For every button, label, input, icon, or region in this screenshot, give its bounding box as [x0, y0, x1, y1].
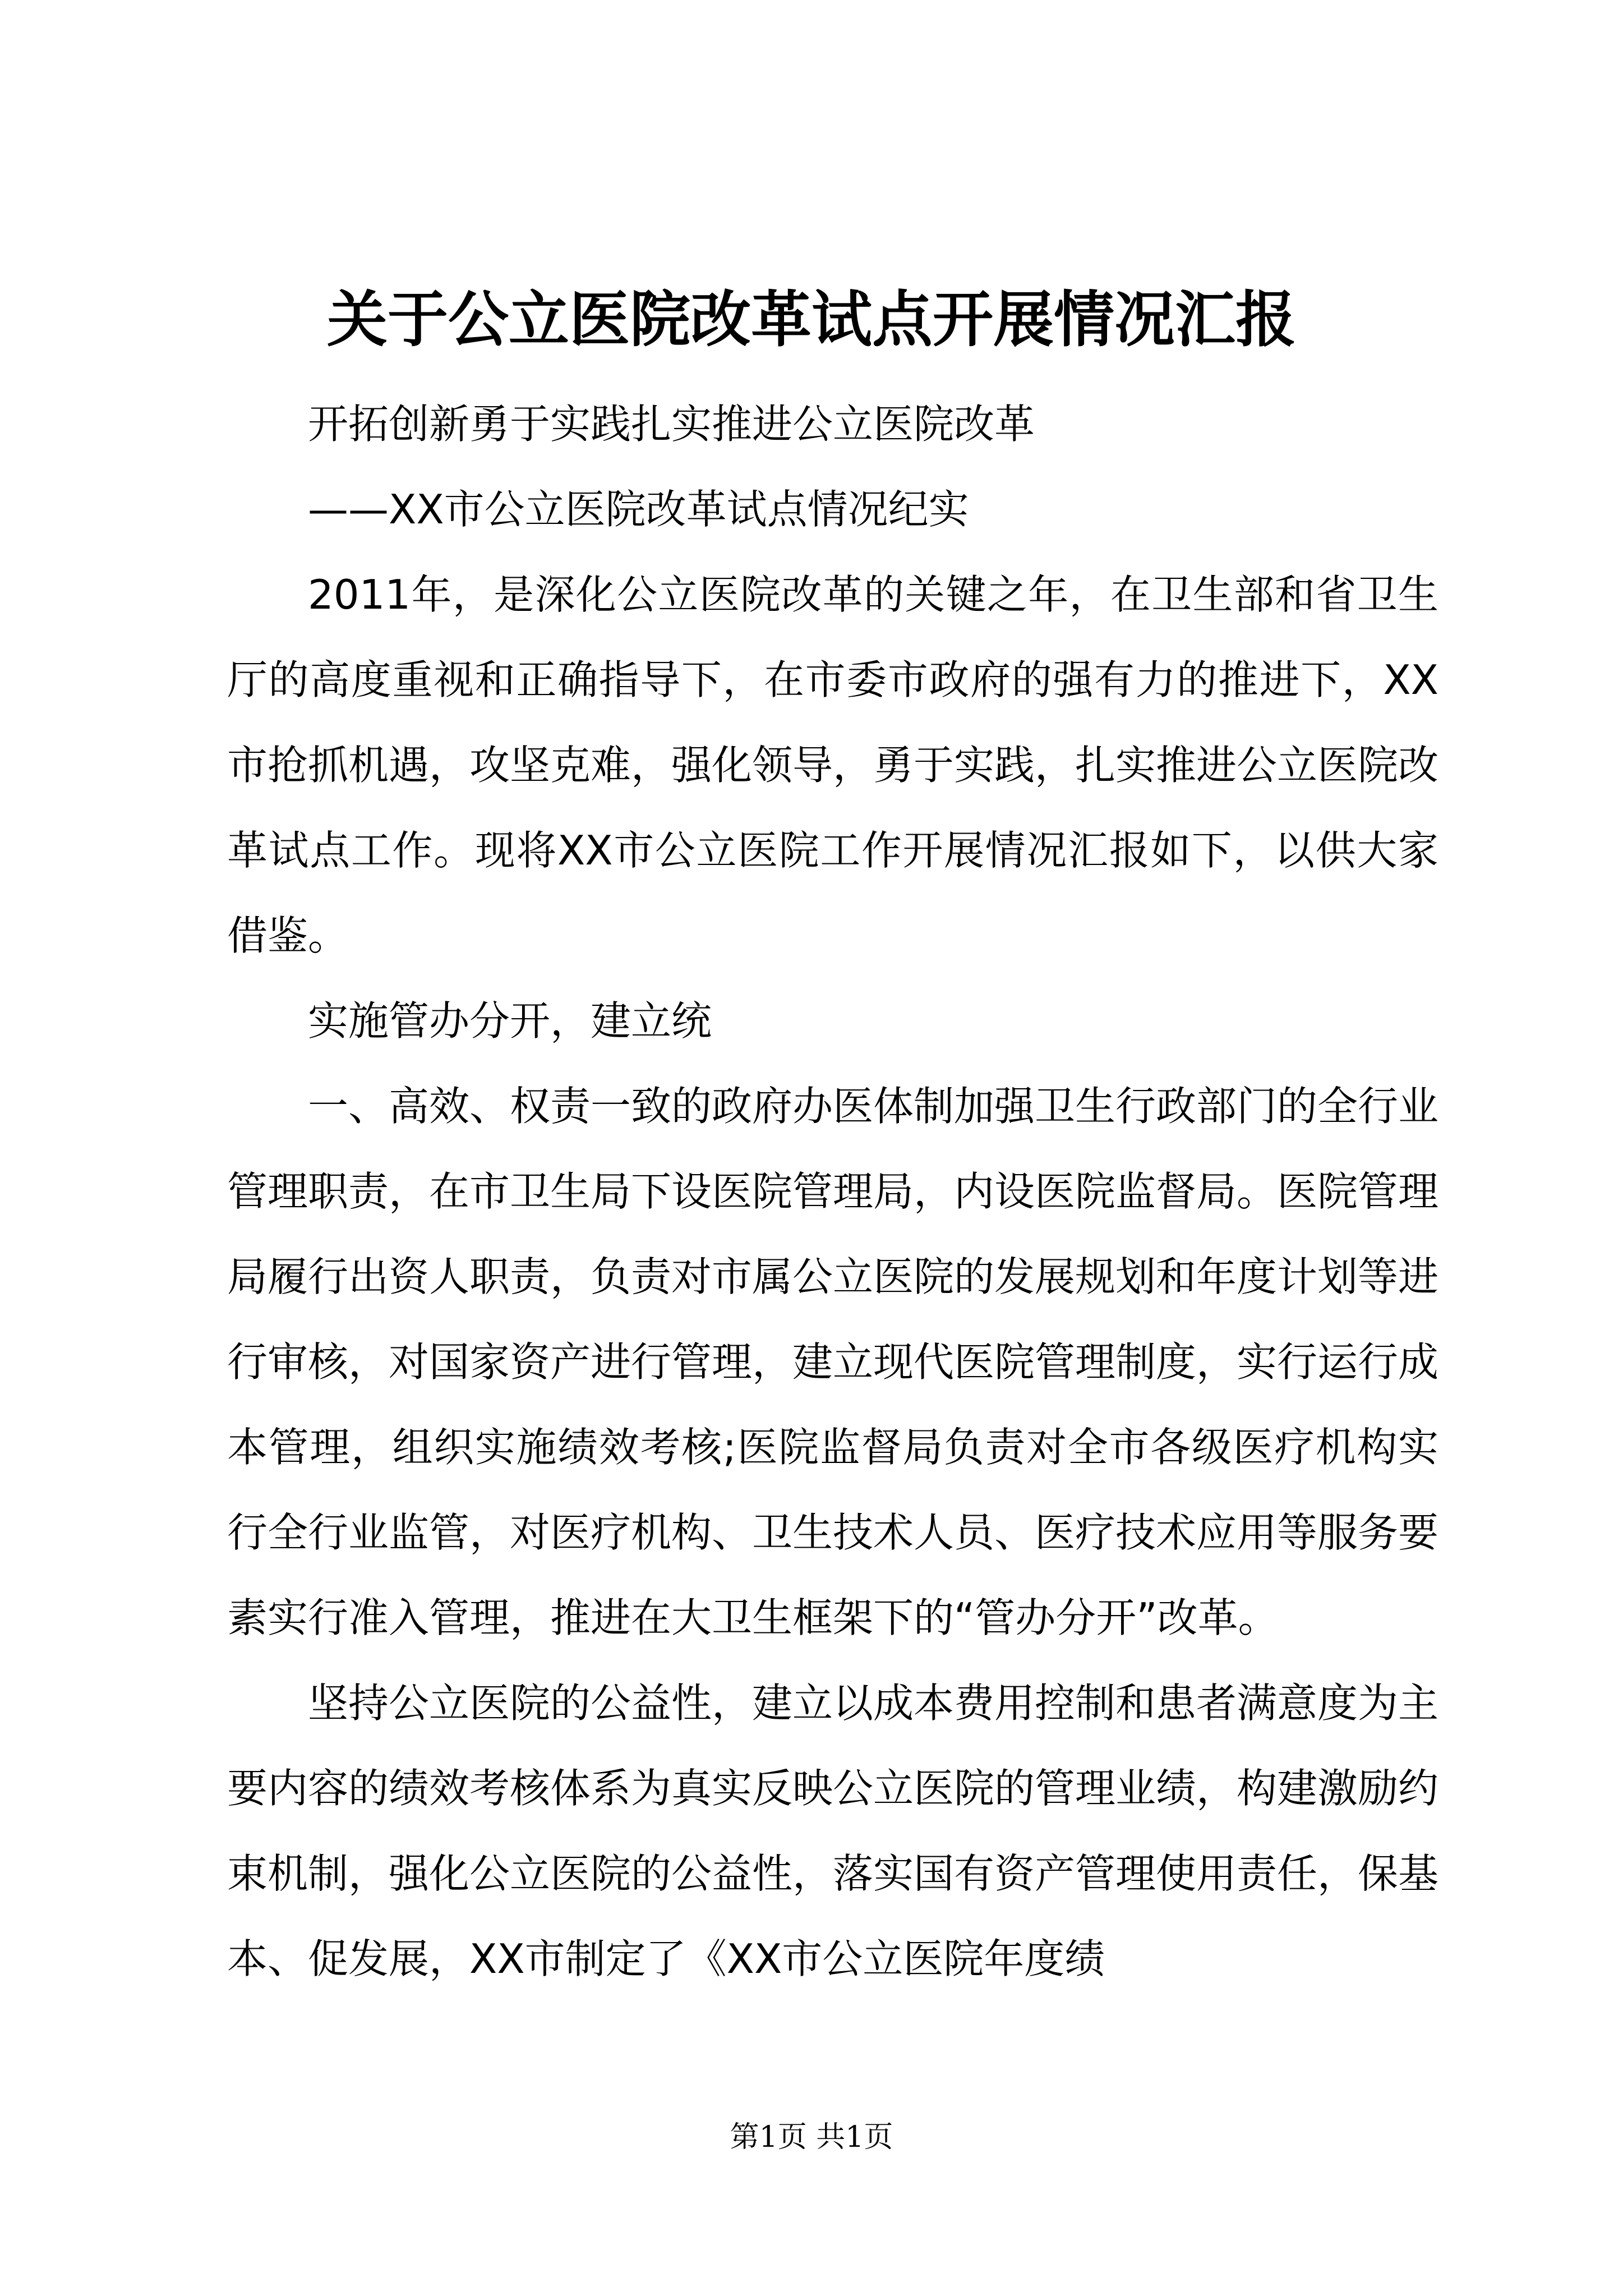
document-title: 关于公立医院改革试点开展情况汇报 — [326, 284, 1296, 355]
paragraph-intro: 2011年，是深化公立医院改革的关键之年，在卫生部和省卫生厅的高度重视和正确指导下，在市委市政府的强有力的推进下，XX市抢抓机遇，攻坚克难，强化领导，勇于实践，扎实推进公立医院改革试点工作。现将XX市公立医院工作开展情况汇报如下，以供大家借鉴。 — [227, 571, 1439, 959]
section-heading: 实施管办分开，建立统 — [308, 997, 712, 1045]
document-body — [227, 381, 1438, 2001]
page-footer: 第1页 共1页 — [730, 2120, 893, 2154]
paragraph-section-one: 一、高效、权责一致的政府办医体制加强卫生行政部门的全行业管理职责，在市卫生局下设医院管理局，内设医院监督局。医院管理局履行出资人职责，负责对市属公立医院的发展规划和年度计划等进行审核，对国家资产进行管理，建立现代医院管理制度，实行运行成本管理，组织实施绩效考核;医院监督局负责对全市各级医疗机构实行全行业监管，对医疗机构、卫生技术人员、医疗技术应用等服务要素实行准入管理，推进在大卫生框架下的“管办分开”改革。 — [227, 1083, 1439, 1641]
subtitle-line: 开拓创新勇于实践扎实推进公立医院改革 — [308, 401, 1035, 448]
subtitle-dash-line: ——XX市公立医院改革试点情况纪实 — [308, 486, 969, 533]
paragraph-public-welfare: 坚持公立医院的公益性，建立以成本费用控制和患者满意度为主要内容的绩效考核体系为真实反映公立医院的管理业绩，构建激励约束机制，强化公立医院的公益性，落实国有资产管理使用责任，保基本、促发展，XX市制定了《XX市公立医院年度绩 — [227, 1680, 1439, 1982]
